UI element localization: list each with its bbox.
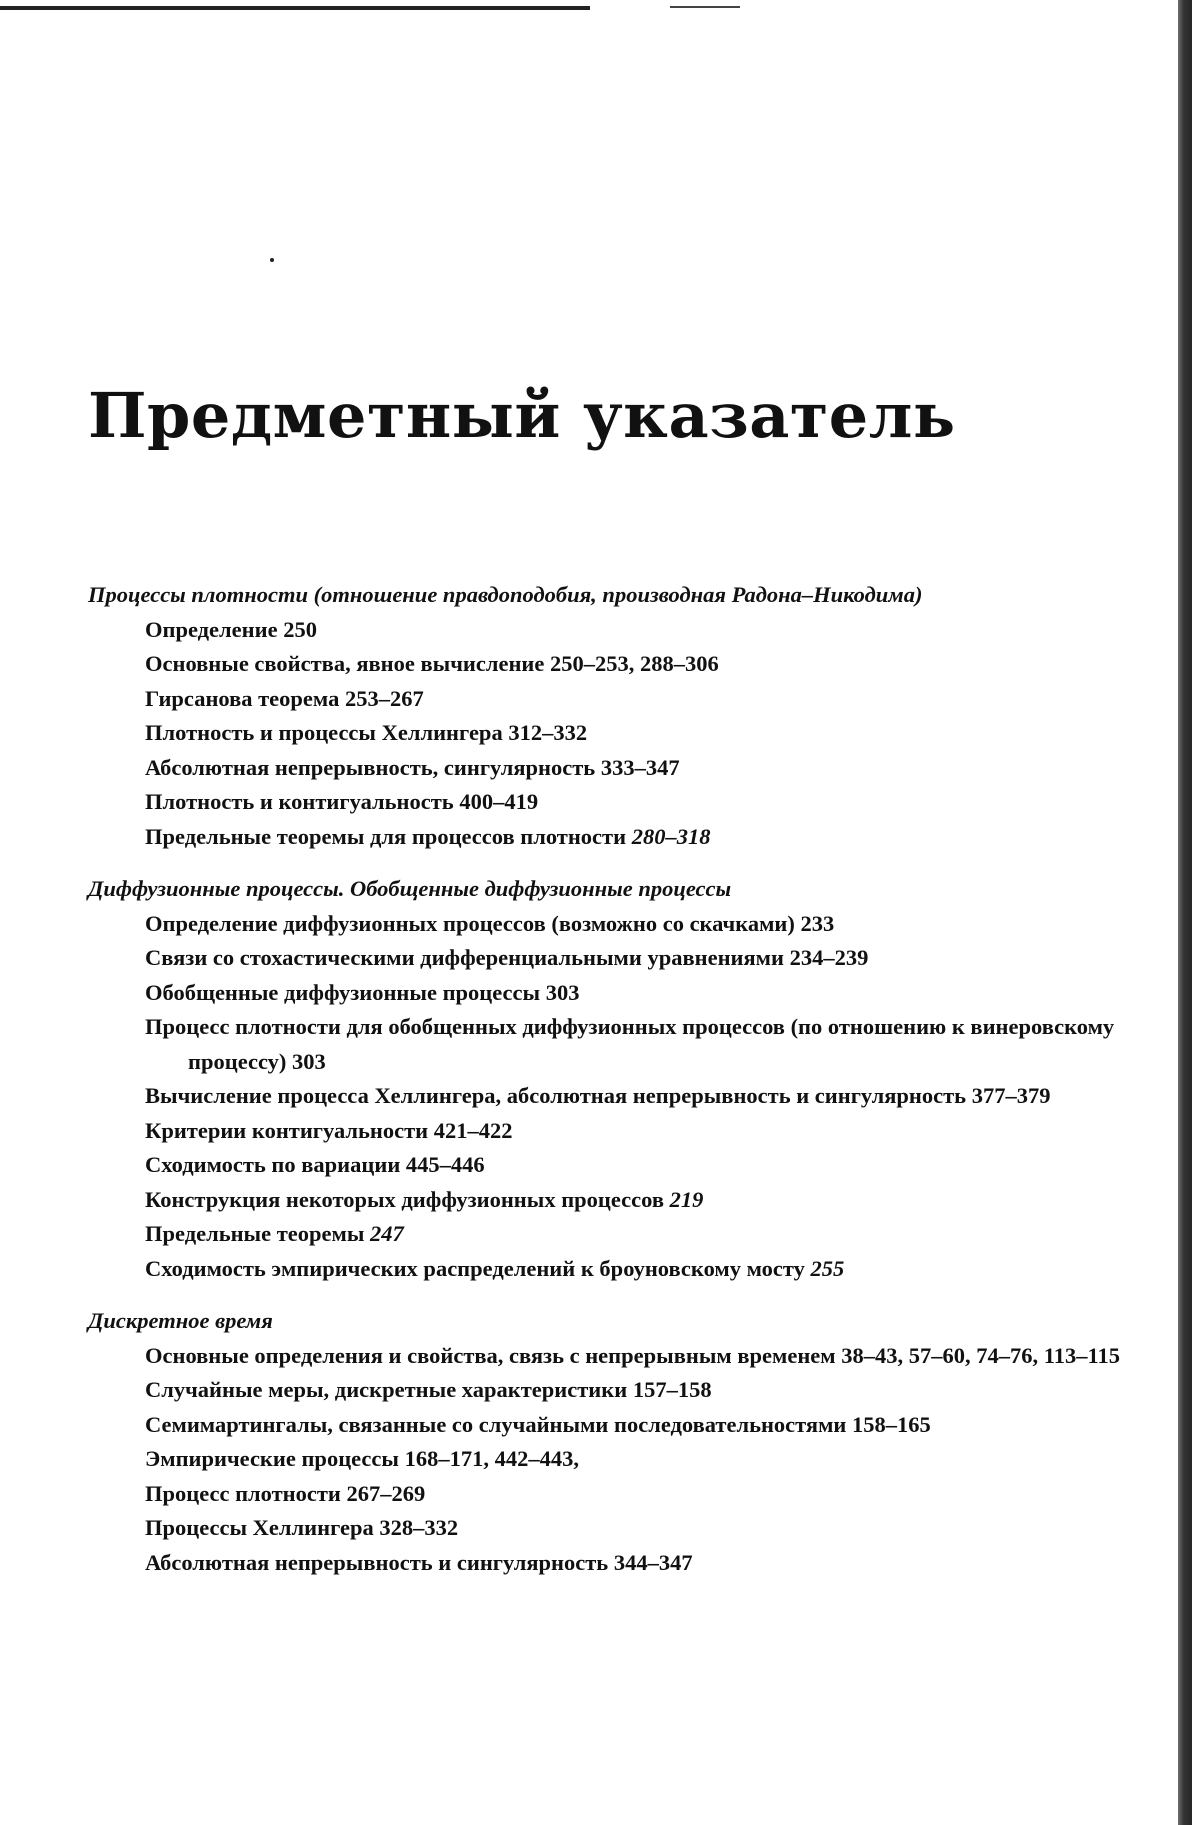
entry-text: Плотность и процессы Хеллингера [145,720,503,745]
entry-pages: 219 [669,1186,704,1212]
entry-pages: 312–332 [508,720,588,745]
entry-pages: 344–347 [613,1549,693,1575]
entry-text: Абсолютная непрерывность, сингулярность [145,754,596,780]
entry-text: Критерии контигуальности [145,1117,429,1143]
index-entry [88,613,1138,648]
entry-pages: 157–158 [632,1377,712,1402]
entry-pages: 377–379 [971,1083,1051,1108]
entry-pages: 328–332 [379,1515,459,1540]
entry-pages: 234–239 [789,945,869,970]
entry-pages: 445–446 [405,1152,485,1177]
index-entry [88,751,1138,786]
index-entry [88,1339,1138,1374]
index-body [88,578,1138,1598]
entry-text: Конструкция некоторых диффузионных процессов [145,1186,664,1212]
index-entry [88,1183,1138,1218]
scan-artifact-top-dash [670,6,740,8]
scan-artifact-top-line [0,6,590,10]
index-entry [88,785,1138,820]
entry-text: Сходимость по вариации [145,1152,401,1177]
entry-text: Обобщенные диффузионные процессы [145,979,541,1005]
index-entry [88,1079,1138,1114]
entry-pages: 303 [545,979,580,1005]
entry-text: Сходимость эмпирических распределений к броуновскому мосту [145,1255,805,1281]
entry-text: Процесс плотности [145,1480,341,1506]
section-heading: Процессы плотности (отношение правдоподобия, производная Радона–Никодима) [88,582,923,607]
entry-text: Процесс плотности для обобщенных диффузионных процессов (по отношению к винеровскому процессу) [145,1014,1115,1074]
index-entry [88,941,1138,976]
index-section [88,578,1138,854]
index-entry [88,1546,1138,1581]
index-entry [88,1010,1138,1079]
index-entry [88,1373,1138,1408]
index-entry [88,682,1138,717]
entry-text: Вычисление процесса Хеллингера, абсолютная непрерывность и сингулярность [145,1083,967,1108]
entry-pages: 303 [292,1048,326,1074]
entry-pages: 38–43, 57–60, 74–76, 113–115 [841,1342,1120,1368]
index-entry [88,1408,1138,1443]
index-section [88,1304,1138,1580]
index-entry [88,1252,1138,1287]
index-entry [88,1114,1138,1149]
entry-text: Абсолютная непрерывность и сингулярность [145,1549,609,1575]
entry-pages: 421–422 [433,1117,513,1143]
entry-text: Семимартингалы, связанные со случайными последовательностями [145,1411,847,1437]
index-entry [88,976,1138,1011]
entry-text: Гирсанова теорема [145,685,340,711]
index-entry [88,716,1138,751]
entry-pages: 247 [370,1221,404,1246]
entry-pages: 250–253, 288–306 [549,651,719,676]
entry-pages: 233 [800,910,835,936]
entry-text: Основные свойства, явное вычисление [145,651,545,676]
index-entry [88,1148,1138,1183]
section-heading: Диффузионные процессы. Обобщенные диффузионные процессы [88,876,732,901]
page-title: Предметный указатель [88,379,956,452]
index-entry [88,647,1138,682]
entry-text: Случайные меры, дискретные характеристики [145,1377,628,1402]
entry-pages: 333–347 [600,754,680,780]
entry-text: Определение [145,616,278,642]
entry-pages: 400–419 [459,789,539,814]
entry-text: Определение диффузионных процессов (возможно со скачками) [145,910,795,936]
entry-pages: 253–267 [344,685,424,711]
index-entry [88,1511,1138,1546]
index-entry [88,907,1138,942]
entry-text: Связи со стохастическими дифференциальными уравнениями [145,945,784,970]
index-entry [88,820,1138,855]
entry-text: Предельные теоремы [145,1221,365,1246]
scan-artifact-speck [270,258,274,262]
entry-text: Процессы Хеллингера [145,1515,374,1540]
entry-pages: 255 [810,1255,845,1281]
entry-text: Основные определения и свойства, связь с непрерывным временем [145,1342,836,1368]
entry-pages: 280–318 [631,823,711,849]
entry-text: Плотность и контигуальность [145,789,454,814]
entry-pages: 158–165 [852,1411,931,1437]
index-entry [88,1442,1138,1477]
index-section [88,872,1138,1286]
entry-pages: 168–171, 442–443, [404,1446,579,1471]
entry-text: Предельные теоремы для процессов плотности [145,823,627,849]
entry-pages: 267–269 [346,1480,426,1506]
index-entry [88,1217,1138,1252]
entry-pages: 250 [283,616,317,642]
index-entry [88,1477,1138,1512]
section-heading: Дискретное время [88,1308,273,1333]
entry-text: Эмпирические процессы [145,1446,399,1471]
scan-artifact-right-edge [1178,0,1192,1825]
